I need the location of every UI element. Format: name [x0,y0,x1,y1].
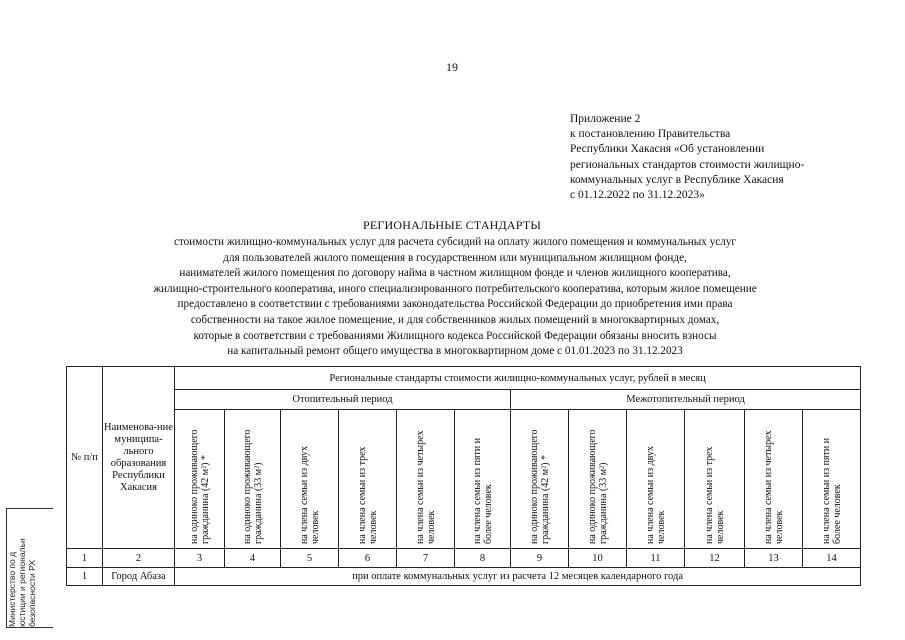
subtitle-line: нанимателей жилого помещения по договору найма в частном жилищном фонде и членов жилищного кооператива, [179,267,731,280]
header-cell-sub [685,410,745,549]
column-number-cell: 8 [455,549,511,568]
column-number-cell: 12 [685,549,745,568]
header-cell-sub [627,410,685,549]
document-subtitle [30,235,880,360]
header-sub-label: на одиноко проживающего гражданина (42 м²) * [188,429,211,544]
header-cell-sub [745,410,803,549]
header-cell-sub [511,410,569,549]
header-cell-sub [455,410,511,549]
row-note-cell: при оплате коммунальных услуг из расчета 12 месяцев календарного года [175,568,861,586]
header-cell-heating-period: Отопительный период [175,390,511,410]
column-number-cell: 1 [67,549,103,568]
header-sub-label: на одиноко проживающего гражданина (33 м²) [586,429,609,544]
stamp-text [7,509,53,627]
subtitle-line: на капитальный ремонт общего имущества в многоквартирном доме с 01.01.2023 по 31.12.2023 [227,345,683,358]
header-sub-label: на одиноко проживающего гражданина (33 м²) [241,429,264,544]
header-cell-nonheating-period: Межотопительный период [511,390,861,410]
header-cell-municipality: Наименова-ние муниципа-льного образования Республики Хакасия [103,367,175,549]
column-number-cell: 5 [281,549,339,568]
stamp-line: безопасности РХ [27,559,37,627]
header-sub-label: на члена семьи из пяти и более человек [471,437,494,544]
subtitle-line: предоставлено в соответствии с требованиями законодательства Российской Федерации до приобретения ими права [177,298,733,311]
table-row [67,568,861,586]
header-sub-label: на члена семьи из четырех человек [414,430,437,544]
header-sub-label: на члена семьи из трех человек [356,446,379,544]
header-cell-number: № п/п [67,367,103,549]
column-number-cell: 10 [569,549,627,568]
standards-table [66,366,861,586]
header-cell-sub [397,410,455,549]
appendix-line: региональных стандартов стоимости жилищно- [570,158,805,171]
document-heading: РЕГИОНАЛЬНЫЕ СТАНДАРТЫ [362,218,542,232]
row-municipality-cell: Город Абаза [103,568,175,586]
subtitle-line: для пользователей жилого помещения в государственном или муниципальном жилищном фонде, [223,251,687,264]
header-sub-label: на члена семьи из четырех человек [762,430,785,544]
appendix-line: к постановлению Правительства [570,128,731,141]
appendix-line: с 01.12.2022 по 31.12.2023» [570,189,705,202]
stamp-line: Министерство по д [7,551,17,627]
appendix-block [570,112,890,203]
subtitle-line: которые в соответствии с требованиями Жилищного кодекса Российской Федерации обязаны вносить взносы [193,329,717,342]
column-number-cell: 11 [627,549,685,568]
subtitle-line: жилищно-строительного кооператива, иного специализированного потребительского кооператива, которым жилое помещение [153,282,757,295]
appendix-line: Приложение 2 [570,113,641,125]
subtitle-line: собственности на такое жилое помещение, и для собственников жилых помещений в многоквартирных домах, [190,313,720,326]
column-number-cell: 3 [175,549,225,568]
column-number-cell: 4 [225,549,281,568]
page-number: 19 [446,60,458,74]
column-number-cell: 13 [745,549,803,568]
header-cell-sub [569,410,627,549]
header-sub-label: на члена семьи из пяти и более человек [820,437,843,544]
column-number-cell: 9 [511,549,569,568]
appendix-line: Республики Хакасия «Об установлении [570,143,765,156]
appendix-line: коммунальных услуг в Республике Хакасия [570,173,784,186]
column-number-cell: 6 [339,549,397,568]
header-cell-sub [281,410,339,549]
header-sub-label: на члена семьи из двух человек [298,445,321,544]
registration-stamp [6,508,53,628]
column-number-cell: 7 [397,549,455,568]
header-sub-label: на члена семьи из двух человек [644,445,667,544]
header-cell-sub [803,410,861,549]
column-number-cell: 14 [803,549,861,568]
header-cell-group: Региональные стандарты стоимости жилищно-коммунальных услуг, рублей в месяц [175,367,861,390]
column-number-cell: 2 [103,549,175,568]
header-cell-sub [339,410,397,549]
stamp-line: юстиции и региональн [17,538,27,627]
header-cell-sub [175,410,225,549]
header-sub-label: на члена семьи из трех человек [703,446,726,544]
header-sub-label: на одиноко проживающего гражданина (42 м²) * [528,429,551,544]
row-number-cell: 1 [67,568,103,586]
header-cell-sub [225,410,281,549]
subtitle-line: стоимости жилищно-коммунальных услуг для расчета субсидий на оплату жилого помещения и коммунальных услуг [173,236,737,248]
